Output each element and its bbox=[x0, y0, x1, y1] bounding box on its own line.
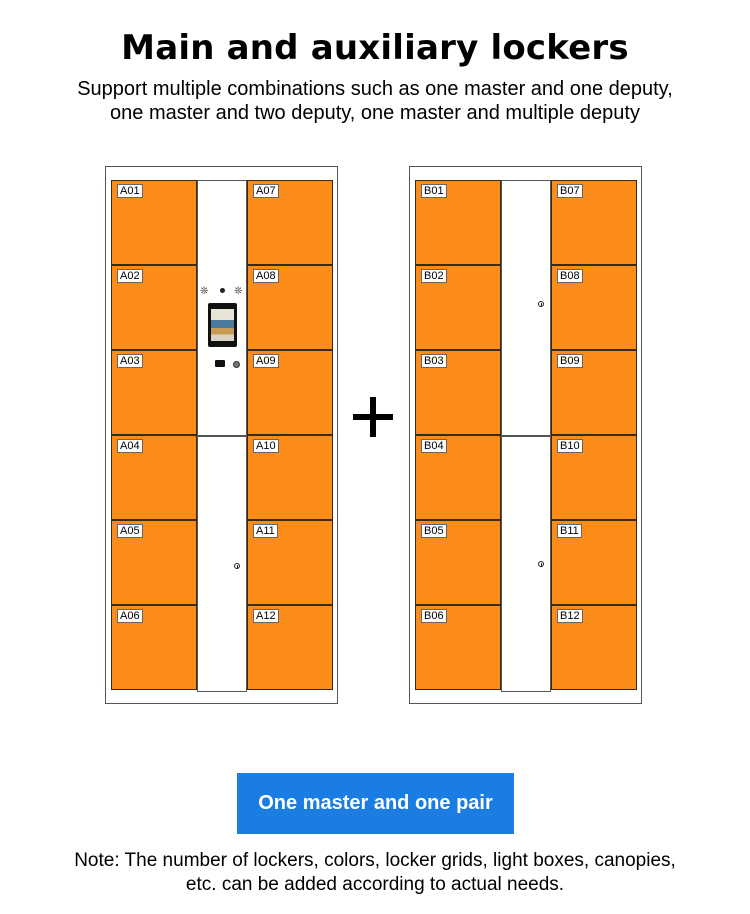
locker-door[interactable] bbox=[551, 520, 637, 605]
locker-door[interactable] bbox=[247, 265, 333, 350]
door-label: B12 bbox=[557, 609, 583, 623]
door-label: A12 bbox=[253, 609, 279, 623]
master-locker-cabinet bbox=[105, 166, 338, 704]
door-label: B10 bbox=[557, 439, 583, 453]
locker-door[interactable] bbox=[111, 435, 197, 520]
footer-note bbox=[0, 849, 750, 897]
locker-door[interactable] bbox=[247, 350, 333, 435]
door-label: B07 bbox=[557, 184, 583, 198]
camera-icon bbox=[220, 288, 225, 293]
door-label: A07 bbox=[253, 184, 279, 198]
plus-icon bbox=[351, 395, 395, 439]
locker-door[interactable] bbox=[415, 605, 501, 690]
scanner-icon bbox=[215, 360, 225, 367]
door-label: B11 bbox=[557, 524, 582, 538]
locker-door[interactable] bbox=[247, 435, 333, 520]
door-label: A02 bbox=[117, 269, 143, 283]
door-label: B03 bbox=[421, 354, 447, 368]
door-label: A06 bbox=[117, 609, 143, 623]
door-label: A05 bbox=[117, 524, 143, 538]
door-label: A10 bbox=[253, 439, 279, 453]
locker-door[interactable] bbox=[415, 435, 501, 520]
subtitle-line-2: one master and two deputy, one master and multiple deputy bbox=[110, 102, 640, 124]
locker-door[interactable] bbox=[551, 350, 637, 435]
door-label: A04 bbox=[117, 439, 143, 453]
lock-icon bbox=[538, 561, 544, 567]
auxiliary-left-column bbox=[415, 180, 501, 690]
door-label: A08 bbox=[253, 269, 279, 283]
note-line-1: Note: The number of lockers, colors, locker grids, light boxes, canopies, bbox=[74, 850, 676, 871]
screen-display bbox=[211, 309, 234, 341]
locker-door[interactable] bbox=[111, 605, 197, 690]
door-label: B09 bbox=[557, 354, 583, 368]
plus-bar-vertical bbox=[370, 397, 376, 437]
door-label: B08 bbox=[557, 269, 583, 283]
locker-door[interactable] bbox=[247, 520, 333, 605]
door-label: A11 bbox=[253, 524, 278, 538]
speaker-icon: ❊ bbox=[200, 286, 209, 297]
door-label: A03 bbox=[117, 354, 143, 368]
locker-door[interactable] bbox=[415, 520, 501, 605]
locker-door[interactable] bbox=[111, 265, 197, 350]
locker-door[interactable] bbox=[551, 435, 637, 520]
sensor-icon bbox=[233, 361, 240, 368]
control-panel bbox=[197, 180, 247, 436]
lower-service-door bbox=[501, 436, 551, 692]
note-line-2: etc. can be added according to actual needs. bbox=[185, 874, 565, 895]
lock-icon bbox=[234, 563, 240, 569]
page-title: Main and auxiliary lockers bbox=[121, 28, 629, 68]
door-label: A01 bbox=[117, 184, 143, 198]
locker-door[interactable] bbox=[111, 350, 197, 435]
master-right-column bbox=[247, 180, 333, 690]
locker-door[interactable] bbox=[111, 180, 197, 265]
combination-button[interactable]: One master and one pair bbox=[237, 773, 514, 834]
door-label: B05 bbox=[421, 524, 447, 538]
door-label: B01 bbox=[421, 184, 447, 198]
auxiliary-right-column bbox=[551, 180, 637, 690]
locker-door[interactable] bbox=[111, 520, 197, 605]
locker-door[interactable] bbox=[551, 265, 637, 350]
master-left-column bbox=[111, 180, 197, 690]
locker-door[interactable] bbox=[247, 180, 333, 265]
locker-door[interactable] bbox=[551, 605, 637, 690]
lower-service-door bbox=[197, 436, 247, 692]
locker-door[interactable] bbox=[415, 180, 501, 265]
upper-service-door bbox=[501, 180, 551, 436]
speaker-icon: ❊ bbox=[234, 286, 243, 297]
page-subtitle bbox=[0, 77, 750, 125]
door-label: A09 bbox=[253, 354, 279, 368]
door-label: B02 bbox=[421, 269, 447, 283]
lock-icon bbox=[538, 301, 544, 307]
locker-door[interactable] bbox=[551, 180, 637, 265]
touch-screen[interactable] bbox=[208, 303, 237, 347]
locker-door[interactable] bbox=[415, 265, 501, 350]
subtitle-line-1: Support multiple combinations such as one master and one deputy, bbox=[77, 78, 673, 100]
locker-door[interactable] bbox=[247, 605, 333, 690]
auxiliary-locker-cabinet bbox=[409, 166, 642, 704]
door-label: B04 bbox=[421, 439, 447, 453]
locker-door[interactable] bbox=[415, 350, 501, 435]
door-label: B06 bbox=[421, 609, 447, 623]
